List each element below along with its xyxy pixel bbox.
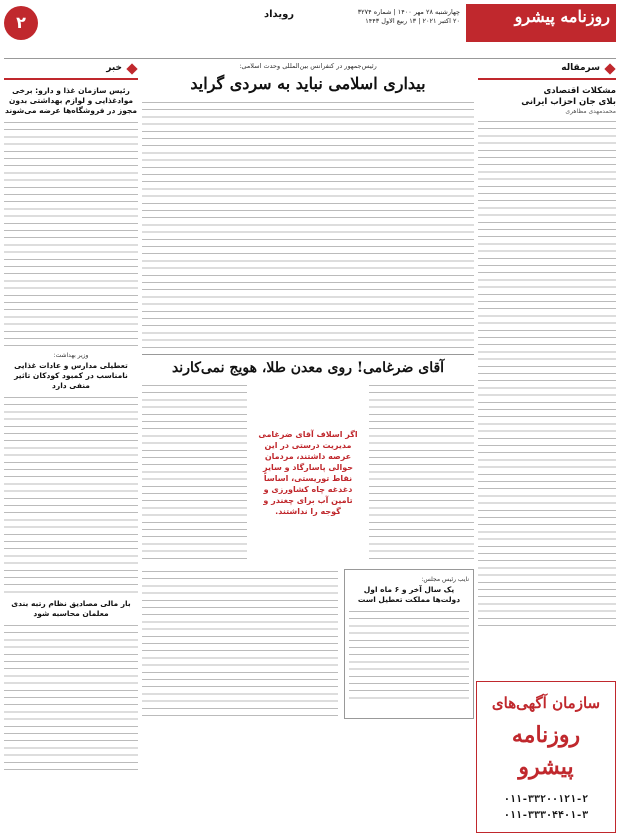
news-2-body [4, 395, 138, 595]
page-number: ۲ [4, 6, 38, 40]
editorial-title-2: بلای جان احزاب ایرانی [521, 97, 616, 107]
pull-quote: اگر اسلاف آقای ضرغامی مدیریت درستی در این عرصه داشتند، مردمان حوالی پاسارگاد و سایر نقاط توریستی، اساساً دغدغه چاه کشاورزی و تامین آب برای چغندر و گوجه را نداشتند. [258, 430, 358, 516]
ad-phone-2: ۰۱۱-۳۳۳۰۴۴۰۱-۳ [503, 810, 589, 821]
ad-line-2: روزنامه [511, 722, 581, 748]
editorial-heading: سرمقاله [478, 62, 616, 80]
diamond-icon [604, 63, 615, 74]
box-body [349, 609, 469, 699]
box-kicker: نایب‌ رئیس مجلس: [421, 576, 469, 583]
second-body-right [369, 383, 474, 563]
side-box [344, 569, 474, 719]
news-2-title: تعطیلی مدارس و عادات غذایی نامناسب در کمبود کودکان تاثیر منفی دارد [14, 361, 128, 390]
date-line-2: ۲۰ اکتبر ۲۰۲۱ | ۱۳ ربیع الاول ۱۴۴۳ [365, 17, 460, 25]
main-column [142, 62, 474, 833]
news-heading: خبر [4, 62, 138, 80]
news-2-kicker: وزیر بهداشت: [53, 352, 89, 359]
news-column [4, 62, 138, 833]
quote-block [253, 383, 363, 563]
brand-small: روزنامه [560, 7, 610, 26]
divider [142, 354, 474, 355]
section-title: رویداد [264, 9, 295, 20]
divider [4, 58, 616, 59]
main-kicker: رئیس‌جمهور در کنفرانس بین‌المللی وحدت اسلامی: [239, 62, 377, 70]
editorial-title: مشکلات اقتصادی [543, 86, 616, 96]
news-1-body [4, 120, 138, 350]
date-line-1: چهارشنبه ۲۸ مهر ۱۴۰۰ | شماره ۳۲۷۴ [357, 8, 460, 16]
editorial-body [478, 119, 616, 629]
ad-line-1: سازمان آگهی‌های [491, 694, 601, 712]
ad-line-3: پیشرو [518, 754, 574, 780]
main-body [142, 100, 474, 350]
second-headline: آقای ضرغامی! روی معدن طلا، هویج نمی‌کارند [171, 360, 445, 376]
ad-phone-1: ۰۱۱-۳۳۲۰۰۱۲۱-۲ [503, 794, 589, 805]
masthead [4, 4, 616, 44]
ad-box [476, 681, 616, 833]
bottom-body [142, 569, 338, 719]
diamond-icon [126, 63, 137, 74]
news-3-body [4, 623, 138, 773]
box-headline: یک سال آخر و ۶ ماه اول دولت‌ها مملکت تعطیل است [357, 585, 461, 604]
main-headline: بیداری اسلامی نباید به سردی گراید [190, 74, 426, 93]
second-article [142, 383, 474, 563]
bottom-row [142, 569, 474, 719]
brand-name: پیشرو [514, 7, 555, 26]
editorial-column [478, 62, 616, 833]
brand-logo [466, 4, 616, 42]
editorial-author: محمدمهدی مظاهری [565, 108, 616, 115]
news-3-title: بار مالی مصادیق نظام رتبه بندی معلمان محاسبه شود [11, 599, 131, 618]
news-1-title: رئیس سازمان غذا و دارو: برخی موادغذایی و لوازم بهداشتی بدون مجوز در فروشگاه‌ها عرضه می‌شوند [5, 86, 137, 115]
second-body-left [142, 383, 247, 563]
